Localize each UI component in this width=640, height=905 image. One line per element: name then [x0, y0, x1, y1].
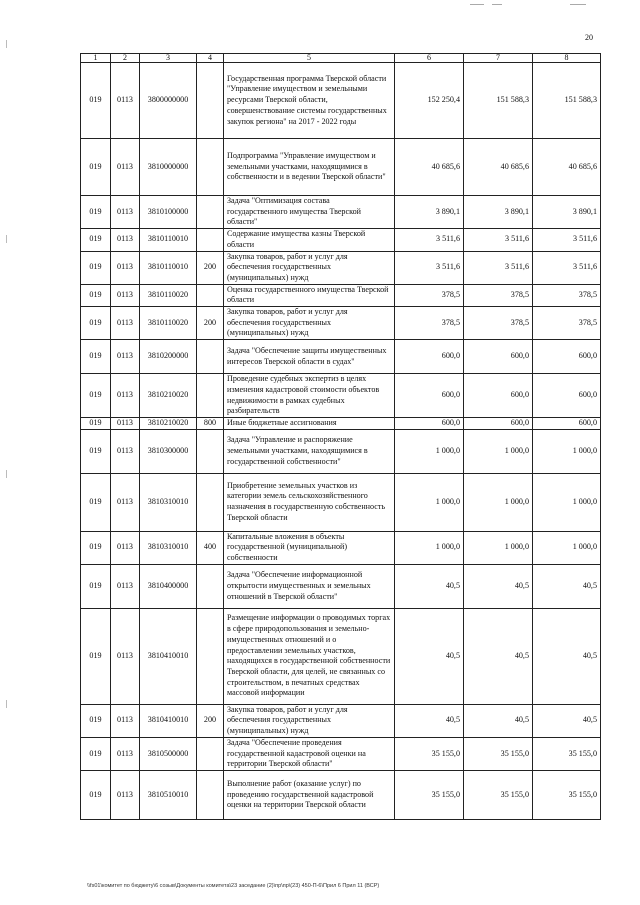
- column-header: 7: [464, 54, 533, 63]
- table-row: [81, 251, 601, 284]
- cell-section-code: 0113: [111, 284, 140, 306]
- cell-amount-year2: 1 000,0: [464, 429, 533, 473]
- cell-amount-year3: 40,5: [533, 608, 601, 704]
- cell-amount-year3: 151 588,3: [533, 63, 601, 139]
- cell-amount-year3: 378,5: [533, 307, 601, 340]
- cell-ministry-code: 019: [81, 704, 111, 737]
- cell-ministry-code: 019: [81, 417, 111, 429]
- cell-section-code: 0113: [111, 63, 140, 139]
- cell-expense-type: 200: [197, 251, 224, 284]
- cell-target-code: 3810110020: [140, 307, 197, 340]
- table-row: [81, 531, 601, 564]
- cell-amount-year2: 40,5: [464, 564, 533, 608]
- cell-amount-year2: 1 000,0: [464, 531, 533, 564]
- table-row: [81, 139, 601, 196]
- cell-section-code: 0113: [111, 374, 140, 418]
- cell-amount-year3: 35 155,0: [533, 737, 601, 770]
- table-row: [81, 417, 601, 429]
- cell-target-code: 3810510010: [140, 770, 197, 819]
- cell-amount-year3: 40,5: [533, 564, 601, 608]
- cell-expense-type: 200: [197, 704, 224, 737]
- cell-amount-year1: 600,0: [395, 417, 464, 429]
- cell-amount-year2: 40 685,6: [464, 139, 533, 196]
- cell-target-code: 3810300000: [140, 429, 197, 473]
- cell-amount-year2: 35 155,0: [464, 737, 533, 770]
- cell-amount-year3: 3 511,6: [533, 229, 601, 251]
- cell-ministry-code: 019: [81, 564, 111, 608]
- cell-ministry-code: 019: [81, 374, 111, 418]
- cell-expense-type: [197, 429, 224, 473]
- cell-description: Закупка товаров, работ и услуг для обеспечения государственных (муниципальных) нужд: [224, 307, 395, 340]
- cell-expense-type: 400: [197, 531, 224, 564]
- cell-amount-year1: 40,5: [395, 608, 464, 704]
- budget-table: [80, 53, 601, 820]
- cell-expense-type: 200: [197, 307, 224, 340]
- cell-description: Проведение судебных экспертиз в целях изменения кадастровой стоимости объектов недвижимости в рамках судебных разбирательств: [224, 374, 395, 418]
- cell-description: Размещение информации о проводимых торгах в сфере природопользования и земельно-имущественных отношений и о предоставлении земельных участков, находящихся в государственной собственности Тверской области, для целей, не связанных со строительством, в печатных средствах массовой информации: [224, 608, 395, 704]
- cell-amount-year3: 3 890,1: [533, 196, 601, 229]
- table-row: [81, 229, 601, 251]
- cell-expense-type: [197, 770, 224, 819]
- cell-target-code: 3810100000: [140, 196, 197, 229]
- cell-ministry-code: 019: [81, 608, 111, 704]
- cell-description: Капитальные вложения в объекты государственной (муниципальной) собственности: [224, 531, 395, 564]
- cell-target-code: 3810200000: [140, 340, 197, 374]
- cell-target-code: 3810400000: [140, 564, 197, 608]
- cell-description: Оценка государственного имущества Тверской области: [224, 284, 395, 306]
- cell-amount-year2: 40,5: [464, 704, 533, 737]
- cell-amount-year2: 600,0: [464, 374, 533, 418]
- cell-expense-type: [197, 139, 224, 196]
- table-row: [81, 608, 601, 704]
- cell-amount-year1: 40,5: [395, 564, 464, 608]
- table-row: [81, 429, 601, 473]
- cell-ministry-code: 019: [81, 340, 111, 374]
- document-footer-path: \\fs01\комитет по бюджету\6 созыв\Документы комитета\23 заседание (2)\пр\пр\(23) 450-П-6\Прил 6 Прил 11 (ВСР): [87, 883, 380, 889]
- cell-amount-year1: 35 155,0: [395, 770, 464, 819]
- cell-target-code: 3810210020: [140, 417, 197, 429]
- cell-amount-year2: 600,0: [464, 340, 533, 374]
- cell-ministry-code: 019: [81, 531, 111, 564]
- cell-amount-year3: 3 511,6: [533, 251, 601, 284]
- cell-section-code: 0113: [111, 417, 140, 429]
- cell-amount-year3: 1 000,0: [533, 531, 601, 564]
- cell-ministry-code: 019: [81, 429, 111, 473]
- cell-amount-year3: 35 155,0: [533, 770, 601, 819]
- table-row: [81, 564, 601, 608]
- cell-target-code: 3800000000: [140, 63, 197, 139]
- column-header: 8: [533, 54, 601, 63]
- cell-amount-year1: 1 000,0: [395, 473, 464, 531]
- cell-description: Государственная программа Тверской области "Управление имуществом и земельными ресурсами Тверской области, совершенствование системы государственных закупок региона" на 2017 - 2022 годы: [224, 63, 395, 139]
- table-row: [81, 284, 601, 306]
- cell-section-code: 0113: [111, 531, 140, 564]
- cell-ministry-code: 019: [81, 770, 111, 819]
- cell-amount-year1: 3 511,6: [395, 229, 464, 251]
- cell-target-code: 3810410010: [140, 608, 197, 704]
- cell-amount-year1: 378,5: [395, 284, 464, 306]
- cell-expense-type: [197, 608, 224, 704]
- cell-description: Выполнение работ (оказание услуг) по проведению государственной кадастровой оценки на территории Тверской области: [224, 770, 395, 819]
- cell-ministry-code: 019: [81, 229, 111, 251]
- cell-amount-year3: 1 000,0: [533, 429, 601, 473]
- column-header: 5: [224, 54, 395, 63]
- cell-amount-year1: 378,5: [395, 307, 464, 340]
- table-row: [81, 770, 601, 819]
- cell-amount-year2: 378,5: [464, 284, 533, 306]
- column-header: 1: [81, 54, 111, 63]
- cell-expense-type: [197, 340, 224, 374]
- cell-amount-year2: 3 890,1: [464, 196, 533, 229]
- cell-amount-year2: 40,5: [464, 608, 533, 704]
- cell-description: Закупка товаров, работ и услуг для обеспечения государственных (муниципальных) нужд: [224, 704, 395, 737]
- cell-amount-year2: 378,5: [464, 307, 533, 340]
- cell-amount-year1: 3 511,6: [395, 251, 464, 284]
- column-header: 3: [140, 54, 197, 63]
- cell-section-code: 0113: [111, 307, 140, 340]
- cell-ministry-code: 019: [81, 251, 111, 284]
- cell-expense-type: [197, 737, 224, 770]
- table-row: [81, 374, 601, 418]
- cell-expense-type: [197, 284, 224, 306]
- table-row: [81, 704, 601, 737]
- cell-expense-type: [197, 473, 224, 531]
- cell-description: Задача "Управление и распоряжение земельными участками, находящимися в государственной собственности": [224, 429, 395, 473]
- cell-section-code: 0113: [111, 770, 140, 819]
- cell-amount-year2: 151 588,3: [464, 63, 533, 139]
- cell-description: Задача "Обеспечение информационной открытости имущественных и земельных отношений в Тверской области": [224, 564, 395, 608]
- cell-amount-year2: 3 511,6: [464, 251, 533, 284]
- cell-description: Иные бюджетные ассигнования: [224, 417, 395, 429]
- cell-section-code: 0113: [111, 564, 140, 608]
- cell-section-code: 0113: [111, 340, 140, 374]
- cell-expense-type: [197, 564, 224, 608]
- cell-expense-type: 800: [197, 417, 224, 429]
- cell-amount-year1: 1 000,0: [395, 429, 464, 473]
- cell-expense-type: [197, 63, 224, 139]
- table-row: [81, 473, 601, 531]
- cell-ministry-code: 019: [81, 473, 111, 531]
- table-row: [81, 63, 601, 139]
- cell-section-code: 0113: [111, 608, 140, 704]
- table-row: [81, 737, 601, 770]
- cell-section-code: 0113: [111, 196, 140, 229]
- cell-amount-year2: 1 000,0: [464, 473, 533, 531]
- column-header: 2: [111, 54, 140, 63]
- page-number: 20: [585, 33, 593, 42]
- cell-ministry-code: 019: [81, 284, 111, 306]
- cell-amount-year2: 3 511,6: [464, 229, 533, 251]
- cell-amount-year1: 1 000,0: [395, 531, 464, 564]
- cell-target-code: 3810110010: [140, 251, 197, 284]
- cell-amount-year3: 600,0: [533, 340, 601, 374]
- cell-section-code: 0113: [111, 429, 140, 473]
- cell-description: Задача "Обеспечение защиты имущественных интересов Тверской области в судах": [224, 340, 395, 374]
- cell-expense-type: [197, 374, 224, 418]
- cell-ministry-code: 019: [81, 307, 111, 340]
- cell-target-code: 3810110020: [140, 284, 197, 306]
- cell-amount-year1: 40 685,6: [395, 139, 464, 196]
- cell-description: Приобретение земельных участков из категории земель сельскохозяйственного назначения в государственную собственность Тверской области: [224, 473, 395, 531]
- cell-amount-year1: 40,5: [395, 704, 464, 737]
- cell-amount-year2: 600,0: [464, 417, 533, 429]
- cell-target-code: 3810310010: [140, 531, 197, 564]
- cell-description: Задача "Обеспечение проведения государственной кадастровой оценки на территории Тверской области": [224, 737, 395, 770]
- cell-amount-year3: 600,0: [533, 417, 601, 429]
- cell-target-code: 3810310010: [140, 473, 197, 531]
- cell-target-code: 3810500000: [140, 737, 197, 770]
- cell-target-code: 3810110010: [140, 229, 197, 251]
- cell-description: Закупка товаров, работ и услуг для обеспечения государственных (муниципальных) нужд: [224, 251, 395, 284]
- cell-ministry-code: 019: [81, 196, 111, 229]
- cell-expense-type: [197, 196, 224, 229]
- table-row: [81, 340, 601, 374]
- cell-target-code: 3810210020: [140, 374, 197, 418]
- cell-section-code: 0113: [111, 251, 140, 284]
- cell-amount-year3: 40,5: [533, 704, 601, 737]
- cell-amount-year1: 3 890,1: [395, 196, 464, 229]
- table-row: [81, 196, 601, 229]
- cell-target-code: 3810410010: [140, 704, 197, 737]
- cell-amount-year1: 600,0: [395, 340, 464, 374]
- table-row: [81, 307, 601, 340]
- cell-target-code: 3810000000: [140, 139, 197, 196]
- column-header: 6: [395, 54, 464, 63]
- cell-section-code: 0113: [111, 704, 140, 737]
- cell-amount-year2: 35 155,0: [464, 770, 533, 819]
- cell-amount-year1: 35 155,0: [395, 737, 464, 770]
- cell-section-code: 0113: [111, 473, 140, 531]
- column-header: 4: [197, 54, 224, 63]
- cell-amount-year1: 600,0: [395, 374, 464, 418]
- cell-amount-year1: 152 250,4: [395, 63, 464, 139]
- cell-section-code: 0113: [111, 139, 140, 196]
- cell-section-code: 0113: [111, 229, 140, 251]
- cell-description: Подпрограмма "Управление имуществом и земельными участками, находящимися в собственности и в ведении Тверской области": [224, 139, 395, 196]
- cell-ministry-code: 019: [81, 139, 111, 196]
- cell-ministry-code: 019: [81, 63, 111, 139]
- cell-section-code: 0113: [111, 737, 140, 770]
- cell-amount-year3: 378,5: [533, 284, 601, 306]
- cell-description: Задача "Оптимизация состава государственного имущества Тверской области": [224, 196, 395, 229]
- cell-amount-year3: 1 000,0: [533, 473, 601, 531]
- cell-ministry-code: 019: [81, 737, 111, 770]
- table-header-row: [81, 54, 601, 63]
- cell-description: Содержание имущества казны Тверской области: [224, 229, 395, 251]
- cell-expense-type: [197, 229, 224, 251]
- cell-amount-year3: 600,0: [533, 374, 601, 418]
- cell-amount-year3: 40 685,6: [533, 139, 601, 196]
